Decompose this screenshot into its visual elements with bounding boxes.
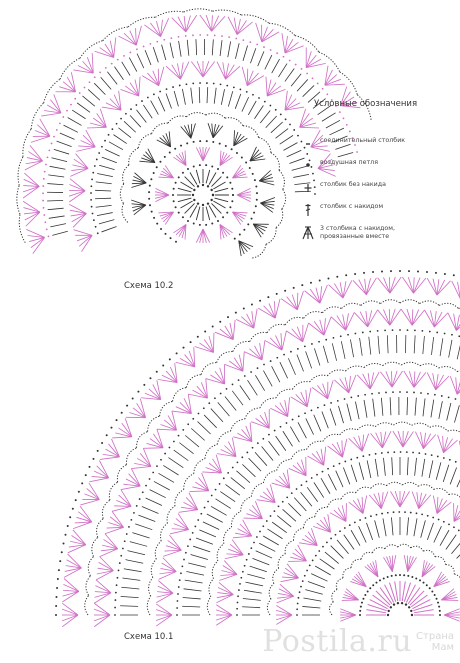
legend-item-chain-stitch	[296, 159, 458, 175]
watermark-main-text: Postila.ru	[262, 624, 413, 659]
legend-label: соединительный столбик	[320, 137, 406, 144]
watermark-sub-text: Страна Мам	[416, 631, 454, 653]
postila-watermark	[262, 624, 454, 659]
scheme-10-1-chart	[55, 270, 460, 627]
legend-item-three-dc-together	[296, 225, 458, 247]
legend-item-slip-stitch	[296, 137, 458, 153]
legend-item-single-crochet	[296, 181, 458, 197]
legend-title: Условные обозначения	[314, 99, 418, 109]
legend-label: 3 столбика с накидом, провязанные вместе	[320, 225, 395, 240]
scheme-10-2-caption: Схема 10.2	[124, 281, 174, 291]
legend-item-double-crochet	[296, 203, 458, 219]
three-dc-together-icon	[296, 225, 320, 239]
chain-stitch-icon	[296, 159, 320, 173]
legend	[296, 99, 458, 253]
scheme-10-1-caption: Схема 10.1	[124, 632, 174, 642]
legend-label: воздушная петля	[320, 159, 378, 166]
double-crochet-icon	[296, 203, 320, 217]
legend-label: столбик без накида	[320, 181, 386, 188]
legend-label: столбик с накидом	[320, 203, 384, 210]
single-crochet-icon	[296, 181, 320, 195]
slip-stitch-icon	[296, 137, 320, 151]
